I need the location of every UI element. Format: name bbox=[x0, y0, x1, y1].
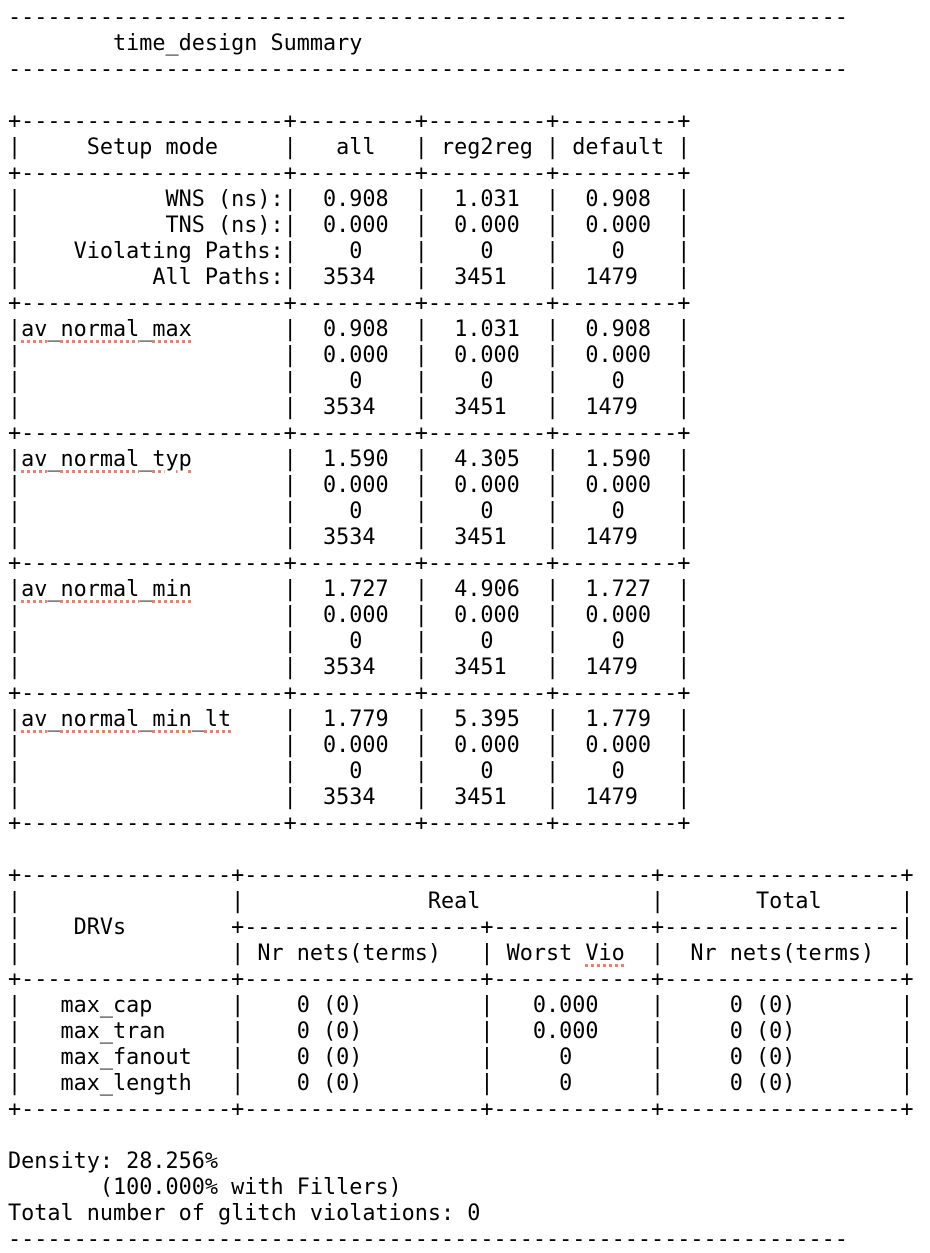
report-line: | | 3534 | 3451 | 1479 | bbox=[8, 525, 691, 550]
report-line bbox=[8, 83, 913, 109]
report-line: |av_normal_min | 1.727 | 4.906 | 1.727 | bbox=[8, 577, 691, 602]
report-line: | | 0.000 | 0.000 | 0.000 | bbox=[8, 473, 691, 498]
report-line: | | 0 | 0 | 0 | bbox=[8, 629, 691, 654]
report-line: +--------------------+---------+---------+---------+ bbox=[8, 681, 691, 706]
report-line: +--------------------+---------+---------+---------+ bbox=[8, 109, 691, 134]
report-line: Density: 28.256% bbox=[8, 1149, 218, 1174]
report-line: |av_normal_typ | 1.590 | 4.305 | 1.590 | bbox=[8, 447, 691, 472]
spellcheck-flagged-word: min bbox=[152, 707, 192, 732]
report-line: | Violating Paths:| 0 | 0 | 0 | bbox=[8, 239, 691, 264]
report-line: | max_tran | 0 (0) | 0.000 | 0 (0) | bbox=[8, 1019, 914, 1044]
report-line: | | 0 | 0 | 0 | bbox=[8, 369, 691, 394]
report-line: | DRVs +------------------+------------+------------------| bbox=[8, 915, 914, 940]
report-line: | | 0.000 | 0.000 | 0.000 | bbox=[8, 733, 691, 758]
spellcheck-flagged-word: av bbox=[21, 447, 48, 472]
report-line: time_design Summary bbox=[8, 31, 363, 56]
report-line: ---------------------------------------------------------------- bbox=[8, 5, 848, 30]
spellcheck-flagged-word: normal bbox=[60, 447, 140, 472]
report-line: ---------------------------------------------------------------- bbox=[8, 1227, 848, 1252]
report-line: | | 3534 | 3451 | 1479 | bbox=[8, 785, 691, 810]
spellcheck-flagged-word: min bbox=[152, 577, 192, 602]
spellcheck-flagged-word: max bbox=[152, 317, 192, 342]
report-line: | | 0 | 0 | 0 | bbox=[8, 759, 691, 784]
report-line: +--------------------+---------+---------+---------+ bbox=[8, 421, 691, 446]
report-line bbox=[8, 837, 913, 863]
report-line: | WNS (ns):| 0.908 | 1.031 | 0.908 | bbox=[8, 187, 691, 212]
timing-summary-report bbox=[8, 5, 913, 1253]
report-line: | All Paths:| 3534 | 3451 | 1479 | bbox=[8, 265, 691, 290]
report-line: | | 3534 | 3451 | 1479 | bbox=[8, 655, 691, 680]
report-line: | | 0.000 | 0.000 | 0.000 | bbox=[8, 603, 691, 628]
report-line: | | 3534 | 3451 | 1479 | bbox=[8, 395, 691, 420]
report-line: | max_cap | 0 (0) | 0.000 | 0 (0) | bbox=[8, 993, 914, 1018]
spellcheck-flagged-word: av bbox=[21, 577, 48, 602]
report-line: +--------------------+---------+---------+---------+ bbox=[8, 291, 691, 316]
spellcheck-flagged-word: av bbox=[21, 707, 48, 732]
report-line: | | Real | Total | bbox=[8, 889, 914, 914]
report-line: | | 0 | 0 | 0 | bbox=[8, 499, 691, 524]
report-line bbox=[8, 1123, 913, 1149]
spellcheck-flagged-word: lt bbox=[204, 707, 232, 732]
report-line: +----------------+-------------------------------+------------------+ bbox=[8, 863, 914, 888]
report-line: +----------------+------------------+------------+------------------+ bbox=[8, 1097, 914, 1122]
report-line: +--------------------+---------+---------+---------+ bbox=[8, 811, 691, 836]
spellcheck-flagged-word: typ bbox=[152, 447, 192, 472]
report-line: | Setup mode | all | reg2reg | default | bbox=[8, 135, 691, 160]
report-line: |av_normal_max | 0.908 | 1.031 | 0.908 | bbox=[8, 317, 691, 342]
report-line: +----------------+------------------+------------+------------------+ bbox=[8, 967, 914, 992]
spellcheck-flagged-word: normal bbox=[60, 707, 140, 732]
spellcheck-flagged-word: av bbox=[21, 317, 48, 342]
report-line: | | 0.000 | 0.000 | 0.000 | bbox=[8, 343, 691, 368]
report-line: +--------------------+---------+---------+---------+ bbox=[8, 551, 691, 576]
spellcheck-flagged-word: normal bbox=[60, 577, 140, 602]
report-line: Total number of glitch violations: 0 bbox=[8, 1201, 481, 1226]
report-line: |av_normal_min_lt | 1.779 | 5.395 | 1.779 | bbox=[8, 707, 691, 732]
spellcheck-flagged-word: Vio bbox=[585, 941, 625, 966]
report-line: +--------------------+---------+---------+---------+ bbox=[8, 161, 691, 186]
report-line: | max_fanout | 0 (0) | 0 | 0 (0) | bbox=[8, 1045, 914, 1070]
report-line: | | Nr nets(terms) | Worst Vio | Nr nets(terms) | bbox=[8, 941, 914, 966]
report-line: (100.000% with Fillers) bbox=[8, 1175, 402, 1200]
spellcheck-flagged-word: normal bbox=[60, 317, 140, 342]
report-line: | max_length | 0 (0) | 0 | 0 (0) | bbox=[8, 1071, 914, 1096]
report-line: ---------------------------------------------------------------- bbox=[8, 57, 848, 82]
report-line: | TNS (ns):| 0.000 | 0.000 | 0.000 | bbox=[8, 213, 691, 238]
